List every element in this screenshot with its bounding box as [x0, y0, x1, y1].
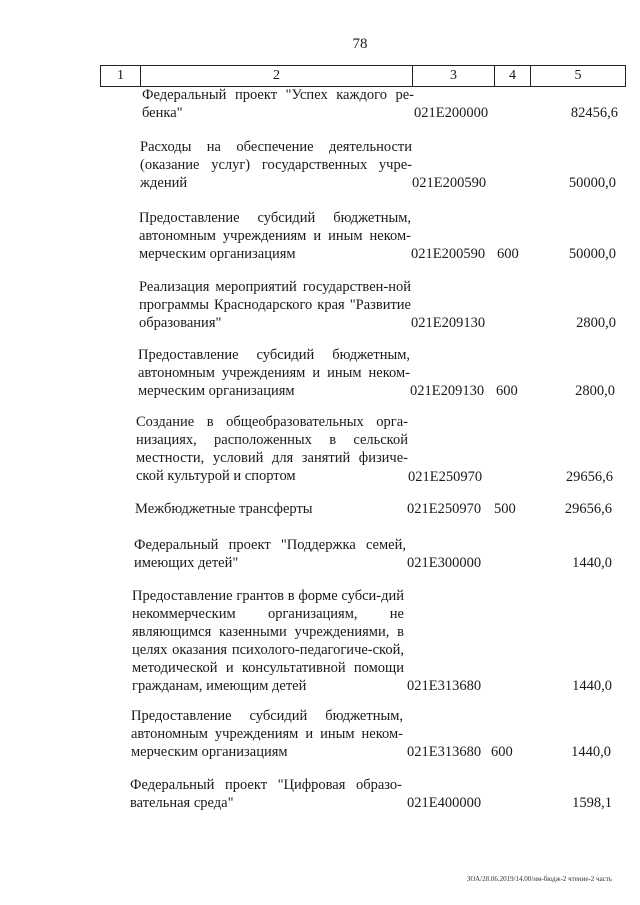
row-code: 021E313680 [407, 744, 482, 760]
row-amount: 2800,0 [575, 383, 615, 399]
row-vr: 600 [497, 246, 519, 262]
row-code: 021E250970 [408, 469, 483, 485]
row-name: Предоставление грантов в форме субси-дий некоммерческим организациям, не являющимся казенными учреждениями, в целях оказания психолого-педагогиче-ской, методической и консультативной помощи гражданам, имеющим детей [132, 588, 404, 694]
column-header-2: 2 [141, 66, 413, 86]
row-code: 021E209130 [411, 315, 486, 331]
row-code: 021E250970 [407, 501, 482, 517]
row-name: Предоставление субсидий бюджетным, автономным учреждениям и иным неком-мерческим организациям [138, 347, 410, 399]
row-amount: 29656,6 [565, 469, 613, 485]
row-code: 021E400000 [407, 795, 482, 811]
row-vr: 600 [491, 744, 513, 760]
column-header-3: 3 [413, 66, 495, 86]
row-code: 021E300000 [407, 555, 482, 571]
row-name: Расходы на обеспечение деятельности (оказание услуг) государственных учре-ждений [140, 139, 412, 191]
row-amount: 1440,0 [571, 744, 611, 760]
column-header-row [100, 65, 626, 87]
row-amount: 50000,0 [568, 246, 616, 262]
row-name: Федеральный проект "Успех каждого ре-бенка" [142, 87, 414, 121]
row-name: Создание в общеобразовательных орга-низациях, расположенных в сельской местности, условий для занятий физиче-ской культурой и спортом [136, 414, 408, 484]
row-amount: 1440,0 [572, 678, 612, 694]
row-code: 021E313680 [407, 678, 482, 694]
page-number: 78 [352, 36, 368, 52]
row-amount: 82456,6 [570, 105, 618, 121]
row-code: 021E200590 [412, 175, 487, 191]
row-name: Предоставление субсидий бюджетным, автономным учреждениям и иным неком-мерческим организациям [139, 210, 411, 262]
row-vr: 500 [494, 501, 516, 517]
row-name: Федеральный проект "Цифровая образо-вательная среда" [130, 777, 402, 811]
row-amount: 2800,0 [576, 315, 616, 331]
row-name: Реализация мероприятий государствен-ной программы Краснодарского края "Развитие образования" [139, 279, 411, 331]
row-name: Межбюджетные трансферты [135, 501, 313, 517]
row-code: 021E200590 [411, 246, 486, 262]
row-amount: 29656,6 [564, 501, 612, 517]
column-header-4: 4 [495, 66, 531, 86]
row-code: 021E209130 [410, 383, 485, 399]
row-vr: 600 [496, 383, 518, 399]
row-amount: 50000,0 [568, 175, 616, 191]
row-code: 021E200000 [414, 105, 489, 121]
row-name: Федеральный проект "Поддержка семей, имеющих детей" [134, 537, 406, 571]
row-amount: 1598,1 [572, 795, 612, 811]
row-name: Предоставление субсидий бюджетным, автономным учреждениям и иным неком-мерческим организациям [131, 708, 403, 760]
column-header-1: 1 [101, 66, 141, 86]
row-amount: 1440,0 [572, 555, 612, 571]
column-header-5: 5 [574, 68, 582, 83]
document-reference: ЗОА/28.06.2019/14.00/нм-бюдж-2 чтение-2 часть [466, 875, 612, 883]
